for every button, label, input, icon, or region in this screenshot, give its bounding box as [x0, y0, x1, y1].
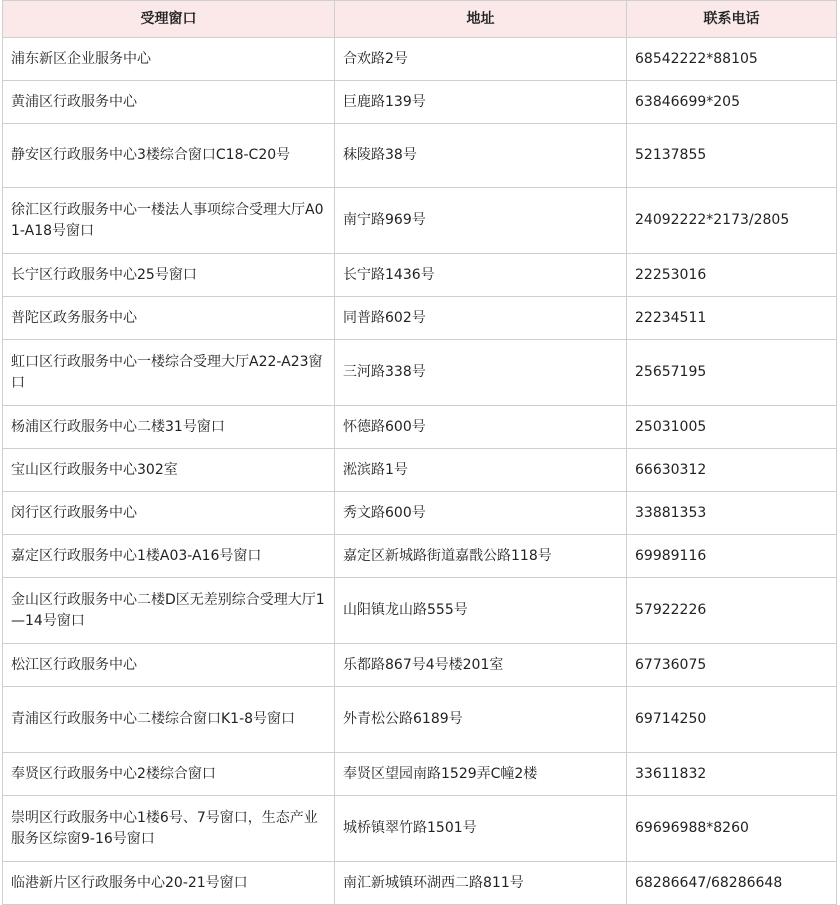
cell-address: 同普路602号	[335, 297, 627, 340]
cell-window: 奉贤区行政服务中心2楼综合窗口	[3, 753, 335, 796]
cell-window: 宝山区行政服务中心302室	[3, 449, 335, 492]
cell-address: 山阳镇龙山路555号	[335, 578, 627, 644]
cell-phone: 69989116	[627, 535, 837, 578]
cell-address: 外青松公路6189号	[335, 687, 627, 753]
cell-window: 静安区行政服务中心3楼综合窗口C18-C20号	[3, 124, 335, 188]
table-row	[3, 254, 837, 297]
table-row	[3, 492, 837, 535]
cell-window: 杨浦区行政服务中心二楼31号窗口	[3, 406, 335, 449]
cell-address: 秀文路600号	[335, 492, 627, 535]
cell-phone: 25657195	[627, 340, 837, 406]
cell-address: 淞滨路1号	[335, 449, 627, 492]
table-row	[3, 188, 837, 254]
cell-address: 乐都路867号4号楼201室	[335, 644, 627, 687]
cell-address: 嘉定区新城路街道嘉戬公路118号	[335, 535, 627, 578]
cell-phone: 68286647/68286648	[627, 862, 837, 905]
header-address: 地址	[335, 1, 627, 38]
cell-address: 秣陵路38号	[335, 124, 627, 188]
table-row	[3, 81, 837, 124]
table-row	[3, 578, 837, 644]
header-phone: 联系电话	[627, 1, 837, 38]
cell-phone: 33611832	[627, 753, 837, 796]
table-row	[3, 753, 837, 796]
table-row	[3, 124, 837, 188]
cell-address: 怀德路600号	[335, 406, 627, 449]
cell-window: 徐汇区行政服务中心一楼法人事项综合受理大厅A01-A18号窗口	[3, 188, 335, 254]
cell-window: 松江区行政服务中心	[3, 644, 335, 687]
cell-window: 闵行区行政服务中心	[3, 492, 335, 535]
cell-phone: 68542222*88105	[627, 38, 837, 81]
cell-phone: 69696988*8260	[627, 796, 837, 862]
cell-phone: 22234511	[627, 297, 837, 340]
cell-window: 青浦区行政服务中心二楼综合窗口K1-8号窗口	[3, 687, 335, 753]
cell-phone: 52137855	[627, 124, 837, 188]
table-row	[3, 340, 837, 406]
cell-window: 普陀区政务服务中心	[3, 297, 335, 340]
table-row	[3, 406, 837, 449]
cell-phone: 57922226	[627, 578, 837, 644]
table-row	[3, 687, 837, 753]
cell-address: 城桥镇翠竹路1501号	[335, 796, 627, 862]
table-row	[3, 297, 837, 340]
table-row	[3, 862, 837, 905]
table-row	[3, 535, 837, 578]
table-header-row	[3, 1, 837, 38]
cell-address: 南汇新城镇环湖西二路811号	[335, 862, 627, 905]
cell-window: 崇明区行政服务中心1楼6号、7号窗口，生态产业服务区综窗9-16号窗口	[3, 796, 335, 862]
table-row	[3, 38, 837, 81]
cell-window: 嘉定区行政服务中心1楼A03-A16号窗口	[3, 535, 335, 578]
header-window: 受理窗口	[3, 1, 335, 38]
table-row	[3, 644, 837, 687]
cell-phone: 63846699*205	[627, 81, 837, 124]
cell-phone: 24092222*2173/2805	[627, 188, 837, 254]
cell-address: 奉贤区望园南路1529弄C幢2楼	[335, 753, 627, 796]
cell-phone: 22253016	[627, 254, 837, 297]
service-window-table	[2, 0, 837, 905]
cell-window: 浦东新区企业服务中心	[3, 38, 335, 81]
cell-window: 长宁区行政服务中心25号窗口	[3, 254, 335, 297]
cell-window: 金山区行政服务中心二楼D区无差别综合受理大厅1—14号窗口	[3, 578, 335, 644]
cell-address: 三河路338号	[335, 340, 627, 406]
cell-phone: 69714250	[627, 687, 837, 753]
cell-address: 南宁路969号	[335, 188, 627, 254]
cell-window: 黄浦区行政服务中心	[3, 81, 335, 124]
cell-address: 巨鹿路139号	[335, 81, 627, 124]
cell-phone: 33881353	[627, 492, 837, 535]
cell-phone: 25031005	[627, 406, 837, 449]
table-row	[3, 449, 837, 492]
cell-address: 合欢路2号	[335, 38, 627, 81]
cell-address: 长宁路1436号	[335, 254, 627, 297]
cell-phone: 66630312	[627, 449, 837, 492]
table-row	[3, 796, 837, 862]
cell-phone: 67736075	[627, 644, 837, 687]
cell-window: 临港新片区行政服务中心20-21号窗口	[3, 862, 335, 905]
cell-window: 虹口区行政服务中心一楼综合受理大厅A22-A23窗口	[3, 340, 335, 406]
